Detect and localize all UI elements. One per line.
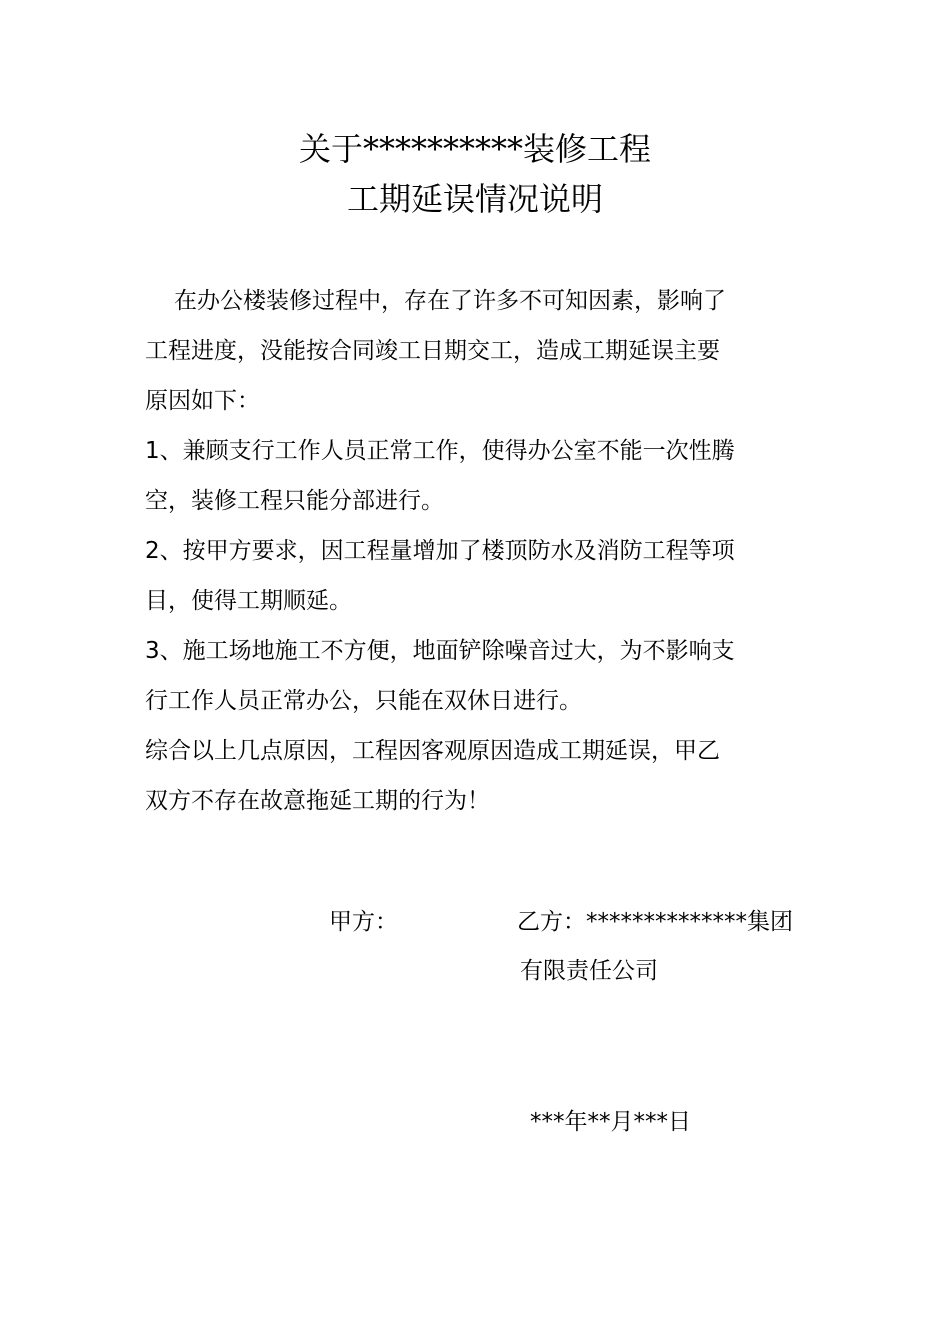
body-line: 目，使得工期顺延。 [145,588,352,614]
body-line: 空，装修工程只能分部进行。 [145,488,444,514]
party-b-line-1: 乙方：**************集团 [517,909,793,935]
body-line: 综合以上几点原因，工程因客观原因造成工期延误，甲乙 [145,738,720,764]
body-line: 在办公楼装修过程中，存在了许多不可知因素，影响了 [174,288,726,314]
body-line: 3、施工场地施工不方便，地面铲除噪音过大，为不影响支 [145,638,735,664]
body-line: 行工作人员正常办公，只能在双休日进行。 [145,688,582,714]
document-date: ***年**月***日 [530,1109,691,1135]
party-a-label: 甲方： [329,909,398,935]
body-line: 2、按甲方要求，因工程量增加了楼顶防水及消防工程等项 [145,538,735,564]
body-line: 工程进度，没能按合同竣工日期交工，造成工期延误主要 [145,338,720,364]
body-line: 原因如下： [145,388,260,414]
party-b-line-2: 有限责任公司 [520,958,658,984]
document-title-line-2: 工期延误情况说明 [346,180,603,218]
body-line: 1、兼顾支行工作人员正常工作，使得办公室不能一次性腾 [145,438,735,464]
document-title-line-1: 关于**********装修工程 [298,130,651,168]
body-line: 双方不存在故意拖延工期的行为！ [145,788,490,814]
document-body [145,276,805,826]
